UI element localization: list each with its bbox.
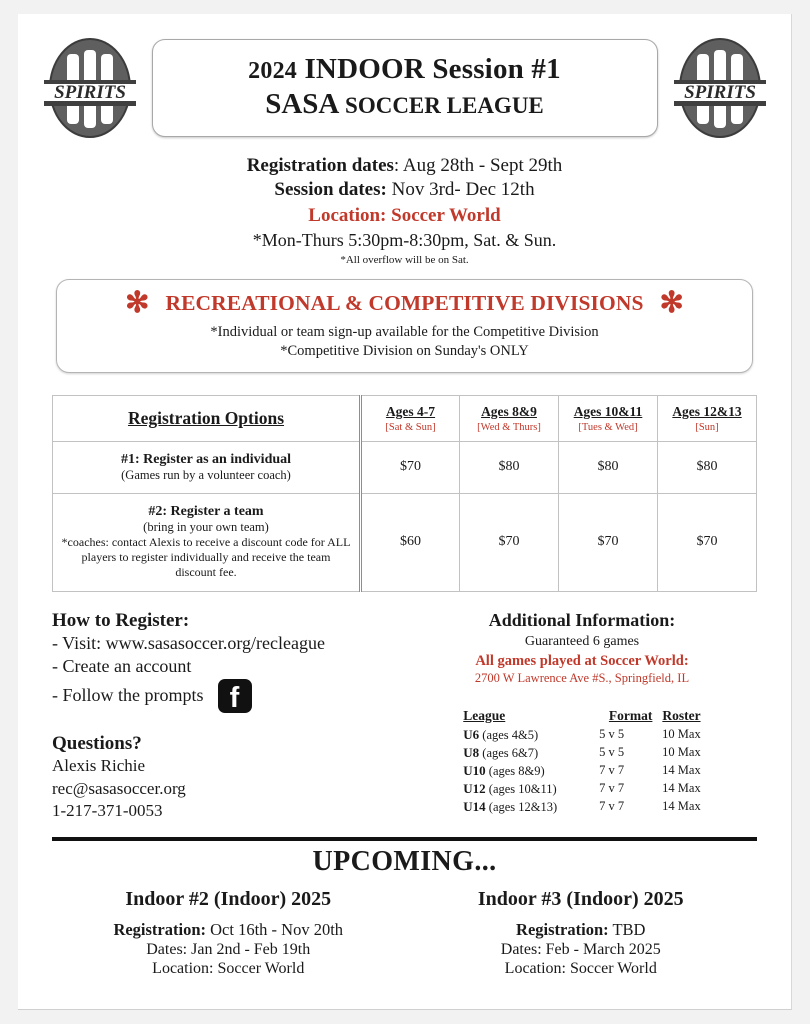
table-row bbox=[463, 780, 700, 798]
format-cell: 7 v 7 bbox=[599, 799, 625, 814]
header-days-label: [Sat & Sun] bbox=[385, 421, 436, 433]
league-code: U8 bbox=[463, 744, 480, 760]
divisions-box bbox=[56, 279, 753, 373]
additional-info-block bbox=[407, 610, 757, 823]
divisions-heading-row bbox=[71, 289, 738, 318]
upcoming-title: Indoor #3 (Indoor) 2025 bbox=[477, 888, 684, 911]
how-to-register-line-1: - Visit: www.sasasoccer.org/recleague bbox=[52, 632, 325, 653]
registration-dates-value: : Aug 28th - Sept 29th bbox=[393, 155, 563, 176]
league-ages: (ages 8&9) bbox=[485, 763, 545, 778]
price-cell: $60 bbox=[361, 493, 460, 591]
registration-price-table bbox=[52, 395, 757, 592]
roster-cell: 10 Max bbox=[662, 727, 701, 742]
league-col-header: League bbox=[463, 707, 506, 723]
header-age-label: Ages 10&11 bbox=[573, 403, 643, 419]
format-cell: 5 v 5 bbox=[599, 727, 625, 742]
header-days-label: [Sun] bbox=[695, 421, 719, 433]
questions-block bbox=[52, 733, 407, 823]
flyer-page bbox=[18, 14, 792, 1010]
contact-name: Alexis Richie bbox=[52, 756, 146, 776]
league-format-table bbox=[463, 708, 700, 816]
upcoming-registration-label: Registration: bbox=[516, 920, 609, 940]
league-cell bbox=[463, 780, 599, 798]
format-cell: 5 v 5 bbox=[599, 745, 625, 760]
guaranteed-games: Guaranteed 6 games bbox=[524, 633, 640, 649]
upcoming-location: Location: Soccer World bbox=[152, 960, 305, 978]
logo-wordmark: SPIRITS bbox=[683, 82, 756, 103]
roster-col-header: Roster bbox=[662, 707, 701, 723]
table-row bbox=[463, 762, 700, 780]
table-row bbox=[463, 744, 700, 762]
format-cell: 7 v 7 bbox=[599, 763, 625, 778]
league-cell bbox=[463, 762, 599, 780]
upcoming-registration bbox=[52, 920, 405, 940]
price-cell: $70 bbox=[658, 493, 757, 591]
additional-info-heading: Additional Information: bbox=[488, 609, 676, 630]
venue-address: 2700 W Lawrence Ave #S., Springfield, IL bbox=[474, 670, 690, 685]
upcoming-title: Indoor #2 (Indoor) 2025 bbox=[125, 888, 332, 911]
hours-line: *Mon-Thurs 5:30pm-8:30pm, Sat. & Sun. bbox=[252, 229, 557, 250]
league-code: U14 bbox=[463, 798, 486, 814]
price-cell: $80 bbox=[559, 441, 658, 493]
option-cell-0 bbox=[53, 441, 361, 493]
mid-section bbox=[52, 610, 757, 823]
upcoming-registration-value: TBD bbox=[608, 920, 646, 940]
upcoming-registration-label: Registration: bbox=[113, 920, 207, 940]
how-to-register-heading: How to Register: bbox=[52, 609, 190, 631]
how-to-register-block bbox=[52, 610, 407, 823]
header-days-label: [Wed & Thurs] bbox=[477, 421, 541, 433]
session-dates-label: Session dates: bbox=[274, 179, 387, 201]
header-options-label: Registration Options bbox=[127, 407, 285, 428]
league-cell bbox=[463, 744, 599, 762]
league-cell bbox=[463, 798, 599, 816]
table-row bbox=[53, 441, 757, 493]
format-cell: 7 v 7 bbox=[599, 781, 625, 796]
price-cell: $70 bbox=[361, 441, 460, 493]
table-header-row bbox=[53, 395, 757, 441]
title-league: SOCCER LEAGUE bbox=[345, 92, 544, 118]
spirits-logo-right bbox=[672, 36, 768, 140]
how-to-register-line-3: - Follow the prompts bbox=[52, 685, 204, 706]
title-line-2 bbox=[179, 87, 631, 122]
header-days-label: [Tues & Wed] bbox=[578, 421, 638, 433]
league-ages: (ages 6&7) bbox=[479, 745, 539, 760]
session-dates-line bbox=[18, 178, 791, 202]
table-row bbox=[463, 726, 700, 744]
upcoming-heading: UPCOMING... bbox=[312, 846, 497, 878]
league-ages: (ages 10&11) bbox=[485, 781, 557, 796]
header-age-label: Ages 4-7 bbox=[385, 403, 436, 419]
option-title: #1: Register as an individual bbox=[120, 451, 292, 467]
header-age-label: Ages 8&9 bbox=[481, 403, 537, 419]
price-cell: $70 bbox=[460, 493, 559, 591]
overflow-note: *All overflow will be on Sat. bbox=[340, 253, 469, 266]
upcoming-dates: Dates: Jan 2nd - Feb 19th bbox=[146, 941, 311, 959]
title-box bbox=[152, 39, 658, 136]
facebook-icon[interactable] bbox=[218, 679, 252, 713]
upcoming-dates: Dates: Feb - March 2025 bbox=[500, 941, 661, 959]
league-code: U6 bbox=[463, 726, 480, 742]
option-cell-1 bbox=[53, 493, 361, 591]
league-cell bbox=[463, 726, 599, 744]
how-to-register-line-2: - Create an account bbox=[52, 656, 192, 677]
option-note: *coaches: contact Alexis to receive a discount code for ALL players to register individually and receive the team discount fee. bbox=[61, 534, 351, 580]
contact-email[interactable]: rec@sasasoccer.org bbox=[52, 778, 186, 798]
roster-cell: 10 Max bbox=[662, 745, 701, 760]
location-line: Location: Soccer World bbox=[308, 204, 501, 226]
roster-cell: 14 Max bbox=[662, 763, 701, 778]
roster-cell: 14 Max bbox=[662, 799, 701, 814]
contact-phone[interactable]: 1-217-371-0053 bbox=[52, 801, 163, 821]
upcoming-session-2 bbox=[52, 888, 405, 978]
questions-heading: Questions? bbox=[52, 733, 142, 755]
title-main: INDOOR Session #1 bbox=[304, 53, 561, 86]
upcoming-session-3 bbox=[405, 888, 758, 978]
divisions-title: RECREATIONAL & COMPETITIVE DIVISIONS bbox=[165, 291, 644, 316]
league-code: U12 bbox=[463, 780, 486, 796]
logo-wordmark: SPIRITS bbox=[53, 82, 126, 103]
option-sub: (bring in your own team) bbox=[143, 519, 269, 534]
option-sub: (Games run by a volunteer coach) bbox=[121, 467, 291, 482]
option-title: #2: Register a team bbox=[148, 503, 264, 519]
upcoming-registration bbox=[405, 920, 758, 940]
header-cell-age-2 bbox=[559, 395, 658, 441]
divisions-note-2: *Competitive Division on Sunday's ONLY bbox=[280, 343, 529, 360]
flyer-header bbox=[18, 14, 791, 140]
format-col-header: Format bbox=[608, 707, 653, 723]
title-org: SASA bbox=[265, 87, 338, 120]
spirits-logo-left bbox=[42, 36, 138, 140]
header-cell-options bbox=[53, 395, 361, 441]
asterisk-icon-left: ✻ bbox=[125, 287, 150, 320]
table-row bbox=[53, 493, 757, 591]
roster-cell: 14 Max bbox=[662, 781, 701, 796]
upcoming-location: Location: Soccer World bbox=[504, 960, 657, 978]
session-dates-value: Nov 3rd- Dec 12th bbox=[386, 179, 535, 201]
title-line-1 bbox=[179, 52, 631, 86]
header-age-label: Ages 12&13 bbox=[672, 403, 742, 419]
upcoming-sessions bbox=[52, 888, 757, 978]
facebook-glyph: f bbox=[229, 682, 240, 715]
header-cell-age-0 bbox=[361, 395, 460, 441]
price-cell: $80 bbox=[460, 441, 559, 493]
session-info bbox=[18, 154, 791, 267]
league-table-header-row bbox=[463, 708, 700, 726]
asterisk-icon-right: ✻ bbox=[659, 287, 684, 320]
header-cell-age-1 bbox=[460, 395, 559, 441]
league-ages: (ages 12&13) bbox=[485, 799, 558, 814]
registration-dates-line bbox=[18, 154, 791, 178]
how-to-register-line-3-row bbox=[52, 679, 407, 713]
price-cell: $80 bbox=[658, 441, 757, 493]
league-code: U10 bbox=[463, 762, 486, 778]
title-year: 2024 bbox=[248, 58, 297, 85]
upcoming-registration-value: Oct 16th - Nov 20th bbox=[206, 920, 344, 940]
upcoming-divider bbox=[52, 837, 757, 841]
price-cell: $70 bbox=[559, 493, 658, 591]
venue-line: All games played at Soccer World: bbox=[475, 652, 689, 669]
header-cell-age-3 bbox=[658, 395, 757, 441]
league-ages: (ages 4&5) bbox=[479, 727, 539, 742]
divisions-note-1: *Individual or team sign-up available for the Competitive Division bbox=[210, 324, 599, 341]
registration-dates-label: Registration dates bbox=[246, 155, 394, 176]
table-row bbox=[463, 798, 700, 816]
